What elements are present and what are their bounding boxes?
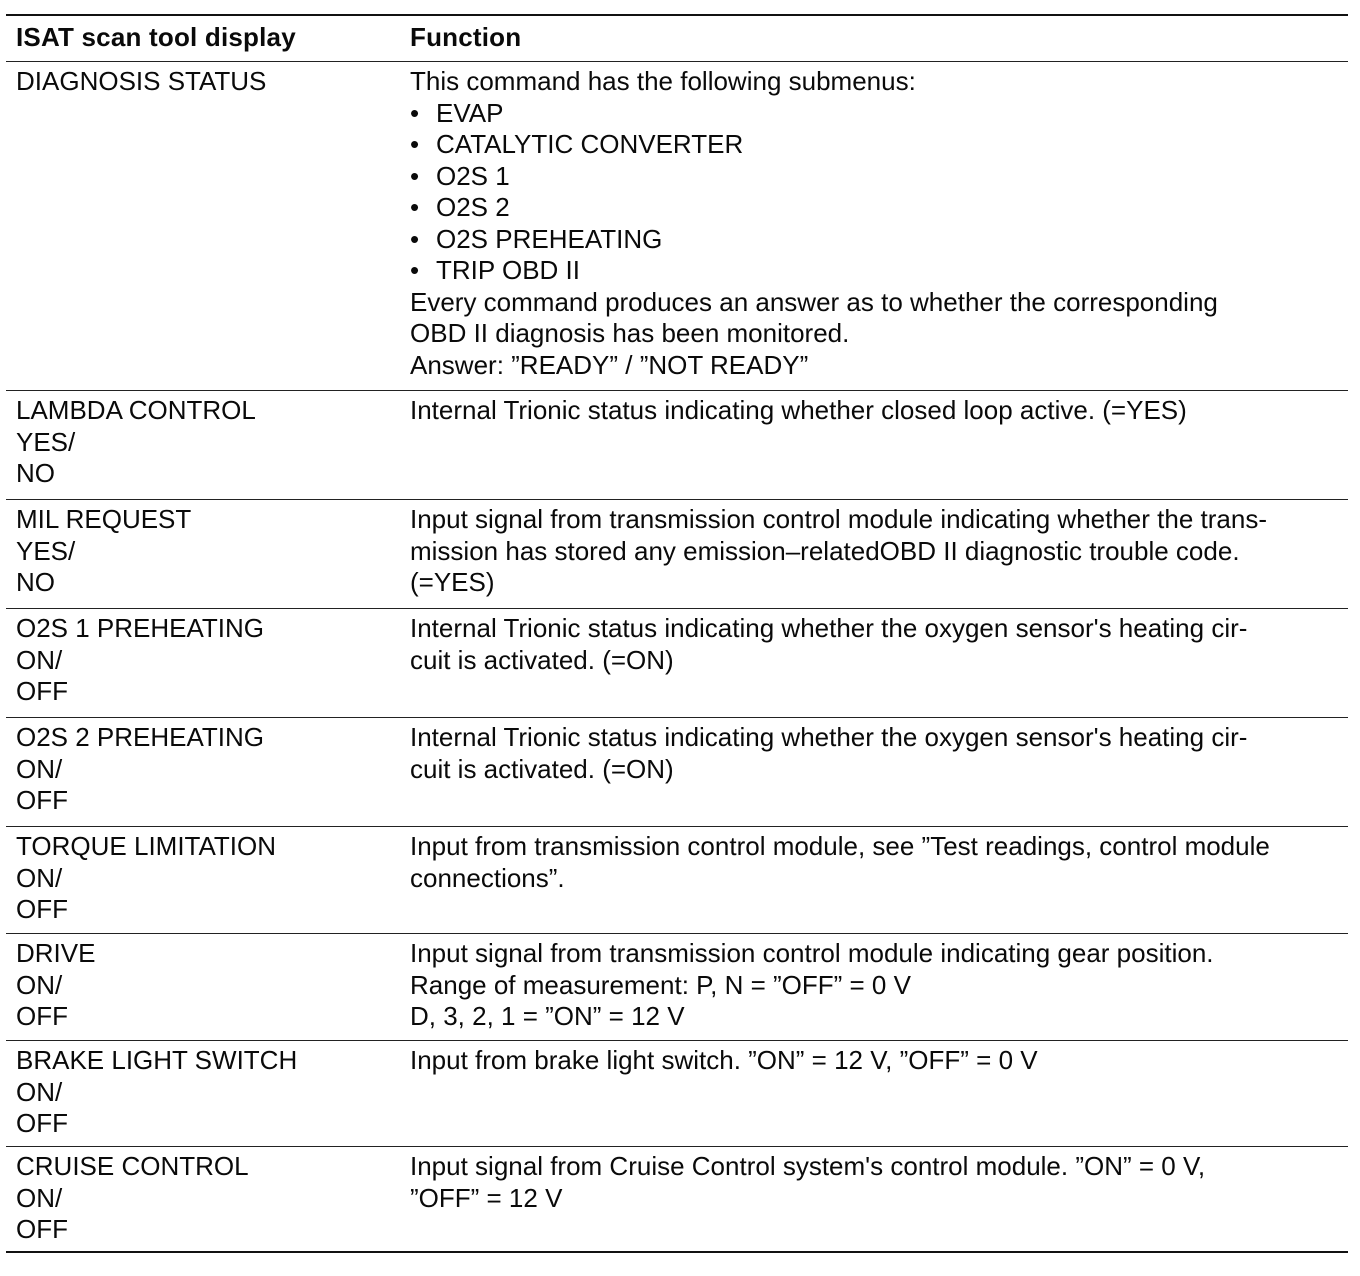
function-text-line: Internal Trionic status indicating whether closed loop active. (=YES)	[410, 395, 1187, 425]
submenu-item	[410, 224, 1338, 256]
submenu-item	[410, 255, 1338, 287]
submenu-label: O2S 1	[436, 160, 510, 191]
display-label: O2S 2 PREHEATING	[16, 722, 265, 752]
function-cell	[404, 1147, 1348, 1251]
table-row-brake-light-switch	[6, 1041, 1348, 1147]
display-value-option: ON/	[16, 1182, 63, 1213]
function-text-line: Internal Trionic status indicating whether the oxygen sensor's heating cir-	[410, 613, 1248, 643]
bullet-icon: •	[410, 97, 420, 128]
table-row-lambda-control	[6, 391, 1348, 500]
document-page	[6, 14, 1348, 1253]
function-text-line: Internal Trionic status indicating whether the oxygen sensor's heating cir-	[410, 722, 1248, 752]
function-text-line: Range of measurement: P, N = ”OFF” = 0 V	[410, 969, 911, 1000]
function-text-line: cuit is activated. (=ON)	[410, 644, 674, 675]
bullet-icon: •	[410, 160, 420, 191]
display-value-option: ON/	[16, 862, 63, 893]
display-cell	[6, 609, 404, 717]
bullet-icon: •	[410, 129, 420, 159]
submenu-label: O2S 2	[436, 192, 510, 222]
display-cell	[6, 934, 404, 1040]
display-label: CRUISE CONTROL	[16, 1151, 249, 1181]
submenu-label: EVAP	[436, 97, 504, 128]
function-text-line: Input signal from Cruise Control system's control module. ”ON” = 0 V,	[410, 1151, 1206, 1181]
display-label: BRAKE LIGHT SWITCH	[16, 1045, 298, 1075]
submenu-item	[410, 129, 1338, 161]
display-label: DRIVE	[16, 938, 96, 968]
bullet-icon: •	[410, 192, 420, 222]
display-cell	[6, 1041, 404, 1146]
display-cell	[6, 391, 404, 499]
table-row-mil-request	[6, 500, 1348, 609]
table-row-o2s1-preheating	[6, 609, 1348, 718]
table-row-diagnosis-status	[6, 62, 1348, 391]
display-value-option: YES/	[16, 535, 76, 566]
display-cell	[6, 500, 404, 608]
display-cell	[6, 62, 404, 390]
submenu-label: O2S PREHEATING	[436, 223, 663, 254]
display-value-option: ON/	[16, 1076, 63, 1107]
display-value-option: OFF	[16, 894, 68, 924]
submenu-item	[410, 161, 1338, 193]
submenu-list	[410, 98, 1338, 287]
function-text-line: Input from brake light switch. ”ON” = 12 V, ”OFF” = 0 V	[410, 1045, 1038, 1075]
function-cell	[404, 391, 1348, 499]
display-value-option: ON/	[16, 969, 63, 1000]
header-function: Function	[410, 22, 522, 52]
display-value-option: ON/	[16, 644, 63, 675]
display-value-option: OFF	[16, 676, 68, 706]
display-label: LAMBDA CONTROL	[16, 395, 256, 425]
function-cell	[404, 62, 1348, 390]
function-text-line: Every command produces an answer as to whether the corresponding	[410, 286, 1218, 317]
display-cell	[6, 718, 404, 826]
function-text-line: connections”.	[410, 862, 565, 893]
display-label: MIL REQUEST	[16, 504, 192, 534]
table-header-row	[6, 16, 1348, 62]
function-text-line: D, 3, 2, 1 = ”ON” = 12 V	[410, 1001, 685, 1031]
function-cell	[404, 827, 1348, 933]
function-cell	[404, 1041, 1348, 1146]
function-text-line: OBD II diagnosis has been monitored.	[410, 318, 850, 348]
function-text-line: cuit is activated. (=ON)	[410, 753, 674, 784]
function-intro: This command has the following submenus:	[410, 66, 916, 96]
function-text-line: mission has stored any emission–relatedOBD II diagnostic trouble code.	[410, 535, 1240, 566]
display-label: O2S 1 PREHEATING	[16, 613, 265, 643]
function-text-line: ”OFF” = 12 V	[410, 1182, 563, 1213]
display-cell	[6, 827, 404, 933]
display-value-option: NO	[16, 567, 55, 597]
function-text-line: (=YES)	[410, 567, 495, 597]
display-value-option: OFF	[16, 785, 68, 815]
table-row-torque-limitation	[6, 827, 1348, 934]
display-label: DIAGNOSIS STATUS	[16, 66, 267, 96]
table-row-drive	[6, 934, 1348, 1041]
function-cell	[404, 934, 1348, 1040]
function-text-line: Input signal from transmission control module indicating whether the trans-	[410, 504, 1267, 534]
submenu-item	[410, 98, 1338, 130]
table-row-cruise-control	[6, 1147, 1348, 1253]
bullet-icon: •	[410, 223, 420, 254]
display-value-option: OFF	[16, 1001, 68, 1031]
display-value-option: OFF	[16, 1214, 68, 1244]
table-row-o2s2-preheating	[6, 718, 1348, 827]
display-value-option: YES/	[16, 426, 76, 457]
submenu-item	[410, 192, 1338, 224]
function-cell	[404, 609, 1348, 717]
bullet-icon: •	[410, 255, 420, 285]
display-cell	[6, 1147, 404, 1251]
display-value-option: ON/	[16, 753, 63, 784]
submenu-label: CATALYTIC CONVERTER	[436, 129, 744, 159]
function-text-line: Input signal from transmission control module indicating gear position.	[410, 938, 1214, 968]
header-isat-display: ISAT scan tool display	[16, 22, 296, 52]
display-value-option: NO	[16, 458, 55, 488]
display-label: TORQUE LIMITATION	[16, 831, 277, 861]
function-cell	[404, 500, 1348, 608]
function-text-line: Answer: ”READY” / ”NOT READY”	[410, 349, 809, 380]
submenu-label: TRIP OBD II	[436, 255, 580, 285]
display-value-option: OFF	[16, 1108, 68, 1138]
function-text-line: Input from transmission control module, see ”Test readings, control module	[410, 831, 1270, 861]
function-cell	[404, 718, 1348, 826]
